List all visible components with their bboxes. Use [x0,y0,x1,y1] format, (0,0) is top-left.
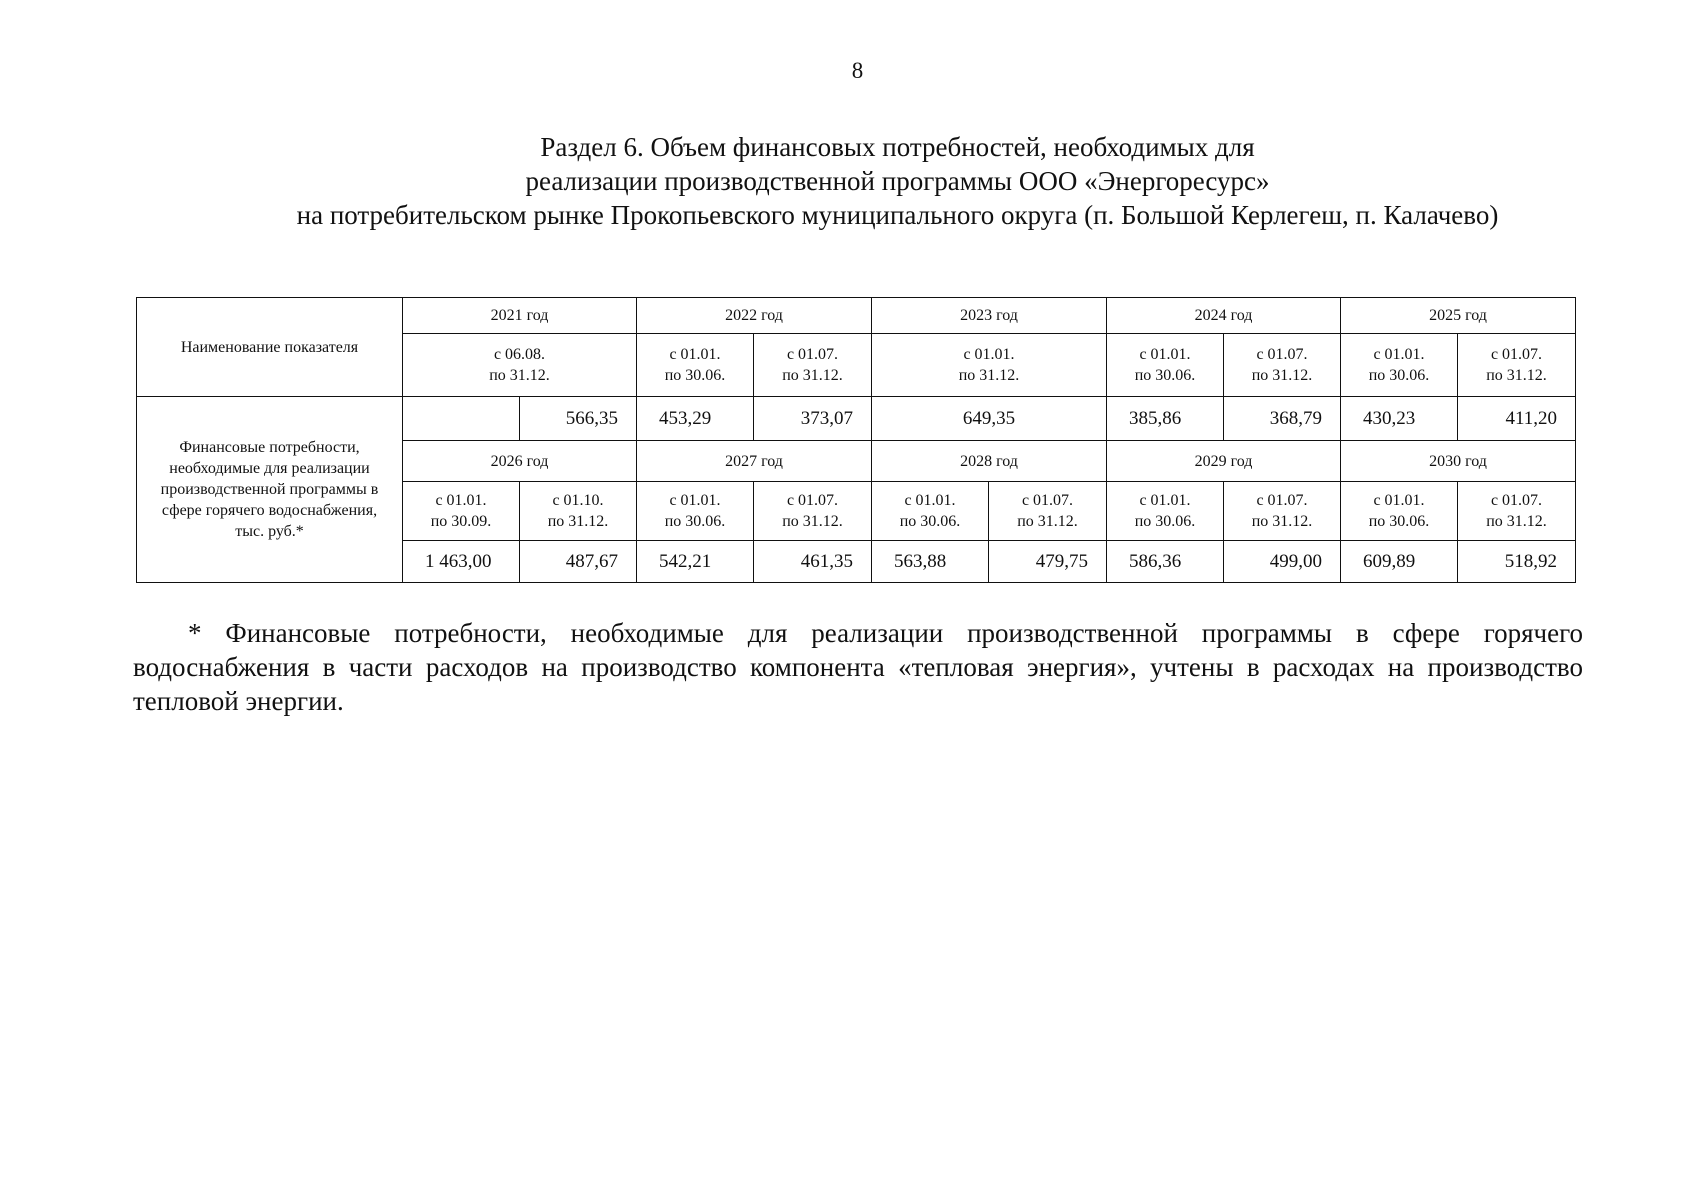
value-cell: 479,75 [989,541,1107,583]
period-cell: с 06.08. по 31.12. [403,334,637,397]
value-cell: 649,35 [872,397,1107,441]
value-cell: 385,86 [1107,397,1224,441]
year-header: 2025 год [1341,298,1576,334]
header-indicator-name: Наименование показателя [137,298,403,397]
period-cell: с 01.07. по 31.12. [754,334,872,397]
value-cell: 542,21 [637,541,754,583]
financial-needs-table [136,297,1576,583]
period-cell: с 01.01. по 30.09. [403,482,520,541]
value-cell: 499,00 [1224,541,1341,583]
period-cell: с 01.01. по 31.12. [872,334,1107,397]
period-cell: с 01.07. по 31.12. [1458,482,1576,541]
indicator-name: Финансовые потребности, необходимые для реализации производственной программы в сфере горячего водоснабжения, тыс. руб.* [137,397,403,583]
value-cell: 586,36 [1107,541,1224,583]
page-number: 8 [851,58,864,83]
value-cell: 453,29 [637,397,754,441]
value-cell: 411,20 [1458,397,1576,441]
year-header: 2023 год [872,298,1107,334]
period-cell: с 01.01. по 30.06. [1341,334,1458,397]
section-title [0,130,1695,232]
value-cell: 373,07 [754,397,872,441]
value-cell: 368,79 [1224,397,1341,441]
period-cell: с 01.01. по 30.06. [637,334,754,397]
table-row [137,298,1576,334]
period-cell: с 01.07. по 31.12. [1458,334,1576,397]
period-cell: с 01.01. по 30.06. [1107,334,1224,397]
value-cell [403,397,520,441]
year-header: 2030 год [1341,441,1576,482]
year-header: 2026 год [403,441,637,482]
period-cell: с 01.01. по 30.06. [1107,482,1224,541]
period-cell: с 01.07. по 31.12. [989,482,1107,541]
period-cell: с 01.10. по 31.12. [520,482,637,541]
period-cell: с 01.01. по 30.06. [1341,482,1458,541]
table-row [137,397,1576,441]
year-header: 2027 год [637,441,872,482]
year-header: 2029 год [1107,441,1341,482]
period-cell: с 01.07. по 31.12. [1224,334,1341,397]
value-cell: 518,92 [1458,541,1576,583]
title-line-1: Раздел 6. Объем финансовых потребностей, необходимых для [540,132,1255,162]
title-line-3: на потребительском рынке Прокопьевского муниципального округа (п. Большой Керлегеш, п. Калачево) [296,200,1499,230]
value-cell: 1 463,00 [403,541,520,583]
year-header: 2022 год [637,298,872,334]
year-header: 2028 год [872,441,1107,482]
value-cell: 487,67 [520,541,637,583]
value-cell: 563,88 [872,541,989,583]
year-header: 2024 год [1107,298,1341,334]
value-cell: 461,35 [754,541,872,583]
year-header: 2021 год [403,298,637,334]
value-cell: 430,23 [1341,397,1458,441]
title-line-2: реализации производственной программы ООО «Энергоресурс» [525,166,1270,196]
period-cell: с 01.07. по 31.12. [1224,482,1341,541]
period-cell: с 01.01. по 30.06. [872,482,989,541]
period-cell: с 01.01. по 30.06. [637,482,754,541]
period-cell: с 01.07. по 31.12. [754,482,872,541]
footnote: * Финансовые потребности, необходимые для реализации производственной программы в сфере горячего водоснабжения в части расходов на производство компонента «тепловая энергия», учтены в расходах на производство тепловой энергии. [133,618,1583,716]
value-cell: 609,89 [1341,541,1458,583]
value-cell: 566,35 [520,397,637,441]
